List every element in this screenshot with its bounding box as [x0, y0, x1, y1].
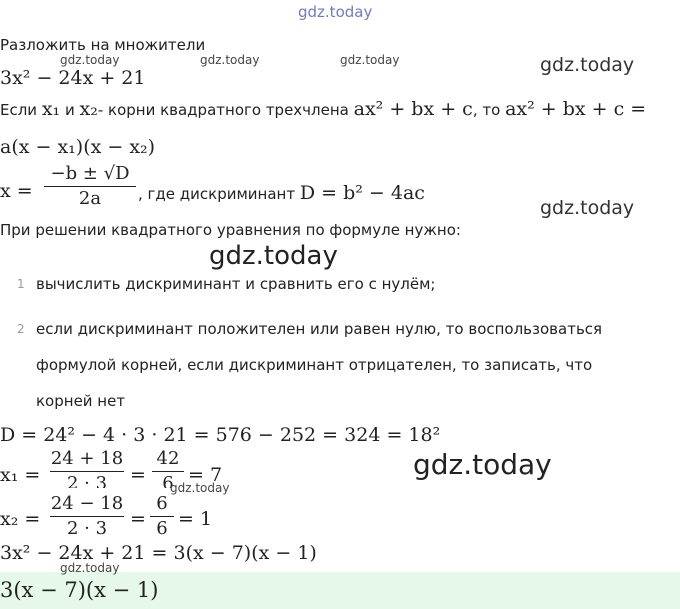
x1-numerator: 24 + 18 — [50, 448, 124, 469]
x2-lhs: x₂ = — [0, 508, 41, 530]
fraction-bar — [44, 186, 136, 187]
and-word: и — [60, 101, 80, 119]
x2-denominator-simplified: 6 — [156, 518, 168, 537]
watermark-large: gdz.today — [413, 448, 552, 481]
step-text: вычислить дискриминант и сравнить его с нулём; — [36, 275, 436, 293]
factored-form: a(x − x₁)(x − x₂) — [0, 136, 156, 158]
discriminant-definition — [138, 182, 425, 204]
formula-fraction — [44, 163, 136, 213]
equals-sign: = — [130, 464, 146, 486]
watermark-large: gdz.today — [209, 241, 338, 271]
method-intro: При решении квадратного уравнения по формуле нужно: — [0, 221, 461, 239]
step-text-line-3: корней нет — [36, 392, 126, 410]
x1-denominator-simplified: 6 — [162, 473, 174, 488]
watermark-small: gdz.today — [200, 53, 260, 67]
watermark-small: gdz.today — [60, 561, 120, 575]
x1-denominator: 2 · 3 — [66, 473, 108, 488]
x1-result: = 7 — [188, 464, 223, 486]
discriminant-calculation: D = 24² − 4 · 3 · 21 = 576 − 252 = 324 = 18² — [0, 424, 441, 446]
step-marker: 1 — [17, 277, 25, 291]
x2-numerator: 24 − 18 — [50, 493, 124, 514]
final-equation: 3x² − 24x + 21 = 3(x − 7)(x − 1) — [0, 542, 317, 564]
fraction-bar — [50, 516, 124, 517]
x2-fraction-simplified — [150, 493, 174, 537]
task-expression: 3x² − 24x + 21 — [0, 67, 146, 89]
x1-fraction — [50, 448, 124, 488]
fraction-bar — [150, 516, 174, 517]
discr-text: , где дискриминант — [138, 185, 300, 203]
x2-result: = 1 — [178, 508, 213, 530]
roots-text: - корни квадратного трехчлена — [97, 101, 354, 119]
discr-formula: D = b² − 4ac — [299, 182, 425, 204]
step-marker: 2 — [17, 322, 25, 336]
x1-numerator-simplified: 42 — [156, 448, 180, 469]
x2-denominator: 2 · 3 — [66, 518, 108, 537]
root-x1: x₁ — [41, 98, 61, 120]
x2-numerator-simplified: 6 — [156, 493, 168, 514]
watermark-small: gdz.today — [340, 53, 400, 67]
x2-fraction — [50, 493, 124, 537]
x1-lhs: x₁ = — [0, 464, 41, 486]
equals-sign: = — [130, 508, 146, 530]
then-text: , то — [472, 101, 506, 119]
formula-lhs: x = — [0, 180, 33, 202]
formula-numerator: −b ± √D — [50, 163, 130, 184]
step-text-line-2: формулой корней, если дискриминант отрицателен, то записать, что — [36, 356, 593, 374]
formula-denominator: 2a — [78, 188, 102, 209]
answer: 3(x − 7)(x − 1) — [0, 578, 159, 602]
fraction-bar — [50, 471, 124, 472]
step-text-line-1: если дискриминант положителен или равен нулю, то воспользоваться — [36, 320, 603, 338]
watermark-top: gdz.today — [298, 3, 373, 21]
identity: ax² + bx + c = — [505, 98, 647, 120]
task-heading: Разложить на множители — [0, 36, 206, 54]
theory-intro: Если — [0, 101, 42, 119]
watermark-small: gdz.today — [60, 53, 120, 67]
watermark-medium: gdz.today — [540, 197, 635, 219]
fraction-bar — [152, 471, 184, 472]
watermark-small: gdz.today — [170, 481, 230, 495]
polynomial: ax² + bx + c — [353, 98, 473, 120]
root-x2: x₂ — [79, 98, 98, 120]
watermark-medium: gdz.today — [540, 54, 635, 76]
theory-line-1 — [0, 98, 646, 120]
